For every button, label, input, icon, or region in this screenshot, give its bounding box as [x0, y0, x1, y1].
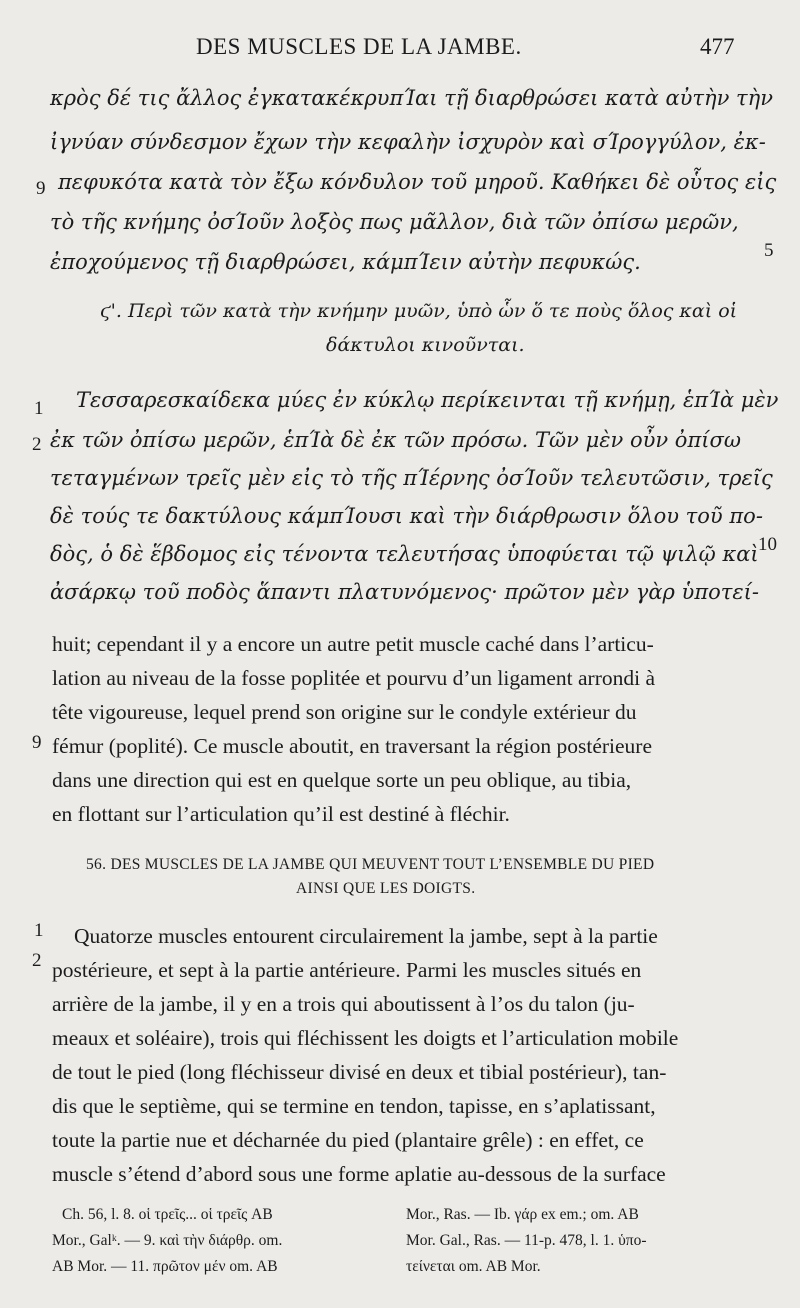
greek-line: δὲ τούς τε δακτύλους κάμπΊουσι καὶ τὴν διάρθρωσιν ὅλου τοῦ πο-	[50, 504, 763, 528]
french-line: dans une direction qui est en quelque sorte un peu oblique, au tibia,	[52, 768, 632, 792]
footnote-line: AB Mor. — 11. πρῶτον μέν om. AB	[52, 1258, 278, 1275]
margin-line-number: 5	[764, 240, 774, 261]
french-line: de tout le pied (long fléchisseur divisé en deux et tibial postérieur), tan-	[52, 1060, 667, 1084]
greek-line: κρὸς δέ τις ἄλλος ἐγκατακέκρυπΊαι τῇ διαρθρώσει κατὰ αὐτὴν τὴν	[50, 86, 774, 110]
margin-line-number: 1	[34, 398, 44, 419]
page-header	[0, 34, 800, 64]
page-number: 477	[700, 34, 735, 59]
margin-line-number: 1	[34, 920, 44, 941]
french-line: en flottant sur l’articulation qu’il est destiné à fléchir.	[52, 802, 510, 826]
french-line: meaux et soléaire), trois qui fléchissent les doigts et l’articulation mobile	[52, 1026, 679, 1050]
greek-line: ἐποχούμενος τῇ διαρθρώσει, κάμπΊειν αὐτὴν πεφυκώς.	[50, 250, 641, 274]
french-line: huit; cependant il y a encore un autre petit muscle caché dans l’articu-	[52, 632, 654, 656]
greek-line: ἀσάρκῳ τοῦ ποδὸς ἅπαντι πλατυνόμενος· πρῶτον μὲν γὰρ ὑποτεί-	[50, 580, 759, 604]
french-line: muscle s’étend d’abord sous une forme aplatie au-dessous de la surface	[52, 1162, 666, 1186]
margin-line-number: 9	[36, 178, 46, 199]
greek-line: δὸς, ὁ δὲ ἕβδομος εἰς τένοντα τελευτήσας ὑποφύεται τῷ ψιλῷ καὶ	[50, 542, 759, 566]
margin-line-number: 2	[32, 950, 42, 971]
greek-line: Τεσσαρεσκαίδεκα μύες ἐν κύκλῳ περίκεινται τῇ κνήμῃ, ἑπΊὰ μὲν	[76, 388, 779, 412]
greek-line: ἐκ τῶν ὀπίσω μερῶν, ἑπΊὰ δὲ ἐκ τῶν πρόσω. Τῶν μὲν οὖν ὀπίσω	[50, 428, 741, 452]
french-line: tête vigoureuse, lequel prend son origine sur le condyle extérieur du	[52, 700, 637, 724]
french-section-heading: AINSI QUE LES DOIGTS.	[296, 880, 476, 897]
footnote-line: Mor., Galᵏ. — 9. καὶ τὴν διάρθρ. om.	[52, 1232, 283, 1249]
french-line: fémur (poplité). Ce muscle aboutit, en traversant la région postérieure	[52, 734, 652, 758]
greek-section-heading: δάκτυλοι κινοῦνται.	[326, 334, 525, 356]
greek-line: τὸ τῆς κνήμης ὀσΊοῦν λοξὸς πως μᾶλλον, διὰ τῶν ὀπίσω μερῶν,	[50, 210, 739, 234]
greek-line: τεταγμένων τρεῖς μὲν εἰς τὸ τῆς πΊέρνης ὀσΊοῦν τελευτῶσιν, τρεῖς	[50, 466, 773, 490]
footnote-line: Ch. 56, l. 8. οἱ τρεῖς... οἱ τρεῖς AB	[62, 1206, 273, 1223]
french-section-heading: 56. DES MUSCLES DE LA JAMBE QUI MEUVENT TOUT L’ENSEMBLE DU PIED	[86, 856, 655, 873]
footnote-line: Mor., Ras. — Ib. γάρ ex em.; om. AB	[406, 1206, 639, 1223]
greek-line: ἰγνύαν σύνδεσμον ἔχων τὴν κεφαλὴν ἰσχυρὸν καὶ σΊρογγύλον, ἐκ-	[50, 130, 766, 154]
running-title: DES MUSCLES DE LA JAMBE.	[196, 34, 522, 59]
greek-section-heading: ϛ'. Περὶ τῶν κατὰ τὴν κνήμην μυῶν, ὑπὸ ὧν ὅ τε ποὺς ὅλος καὶ οἱ	[100, 300, 738, 322]
french-line: dis que le septième, qui se termine en tendon, tapisse, en s’aplatissant,	[52, 1094, 656, 1118]
margin-line-number: 9	[32, 732, 42, 753]
margin-line-number: 10	[758, 534, 777, 555]
french-line: postérieure, et sept à la partie antérieure. Parmi les muscles situés en	[52, 958, 642, 982]
footnote-line: τείνεται om. AB Mor.	[406, 1258, 541, 1275]
margin-line-number: 2	[32, 434, 42, 455]
french-line: arrière de la jambe, il y en a trois qui aboutissent à l’os du talon (ju-	[52, 992, 635, 1016]
footnote-line: Mor. Gal., Ras. — 11-p. 478, l. 1. ὑπο-	[406, 1232, 647, 1249]
french-line: toute la partie nue et décharnée du pied (plantaire grêle) : en effet, ce	[52, 1128, 644, 1152]
french-line: Quatorze muscles entourent circulairement la jambe, sept à la partie	[74, 924, 658, 948]
french-line: lation au niveau de la fosse poplitée et pourvu d’un ligament arrondi à	[52, 666, 656, 690]
greek-line: πεφυκότα κατὰ τὸν ἔξω κόνδυλον τοῦ μηροῦ. Καθήκει δὲ οὗτος εἰς	[58, 170, 777, 194]
